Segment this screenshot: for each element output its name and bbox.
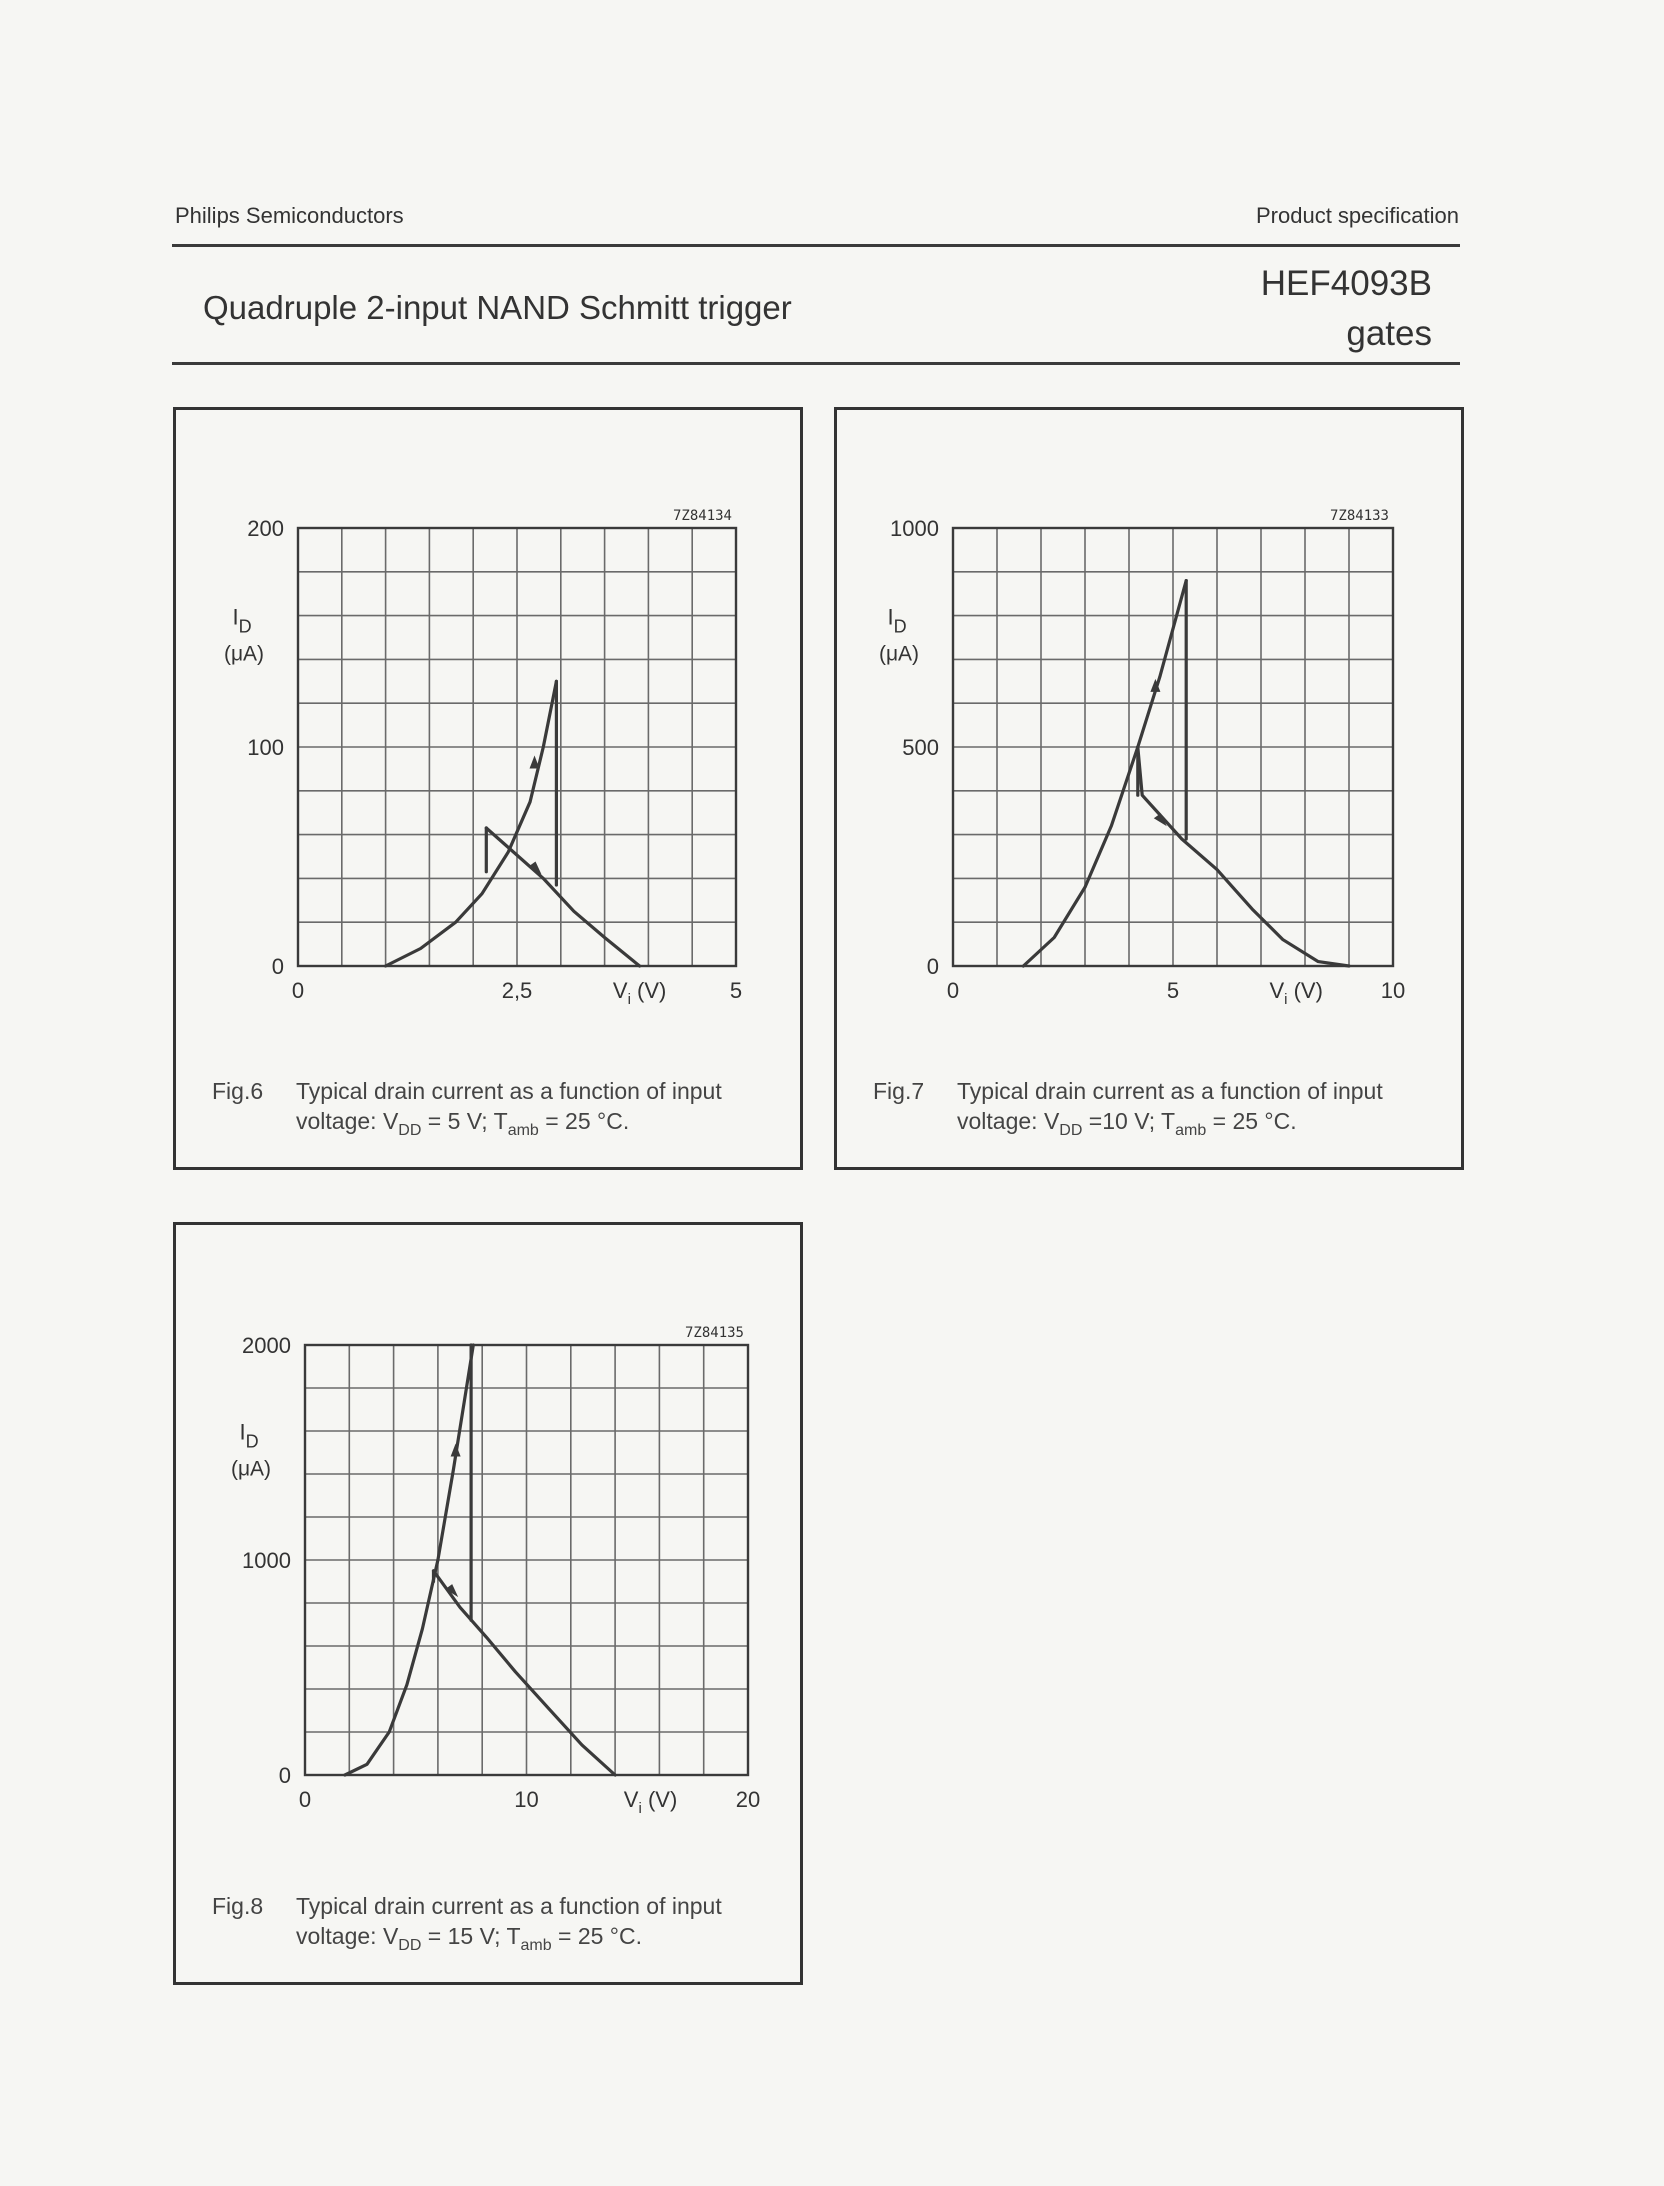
y-axis-label-sub: D [245, 1431, 259, 1452]
chart-code: 7Z84134 [672, 508, 732, 524]
y-axis-unit: (μA) [223, 642, 265, 666]
x-tick-label: 5 [729, 978, 743, 1003]
caption-pre: voltage: V [957, 1108, 1060, 1134]
y-axis-label-main: I [232, 604, 239, 630]
y-axis-label-sub: D [238, 616, 252, 637]
document-type: Product specification [1256, 203, 1459, 228]
caption-sub-dd: DD [1059, 1122, 1083, 1139]
y-tick-label: 1000 [890, 516, 939, 541]
chart-code: 7Z84135 [684, 1325, 744, 1341]
caption-fig-number: Fig.8 [212, 1893, 264, 1919]
caption-line1: Typical drain current as a function of input [296, 1078, 722, 1104]
series-rising [386, 681, 557, 966]
part-subtitle: gates [1346, 314, 1432, 353]
y-axis-unit: (μA) [230, 1457, 272, 1481]
caption-sub-amb: amb [520, 1937, 552, 1954]
x-axis-label-main: V [612, 978, 628, 1003]
x-axis-label [613, 978, 666, 1008]
series-falling [486, 828, 639, 966]
x-axis-label-unit: (V) [641, 1787, 678, 1812]
y-tick-label: 100 [247, 735, 284, 760]
caption-post: = 25 °C. [551, 1923, 643, 1949]
caption-pre: voltage: V [296, 1108, 399, 1134]
caption-line1: Typical drain current as a function of input [957, 1078, 1383, 1104]
caption-pre: voltage: V [296, 1923, 399, 1949]
grid [298, 528, 736, 966]
caption-fig-number: Fig.6 [212, 1078, 264, 1104]
chart-code: 7Z84133 [1329, 508, 1389, 524]
document-title: Quadruple 2-input NAND Schmitt trigger [203, 289, 792, 326]
x-tick-label: 10 [514, 1787, 539, 1812]
company-name: Philips Semiconductors [175, 203, 404, 228]
caption-post: = 25 °C. [538, 1108, 630, 1134]
y-axis-label-main: I [239, 1419, 246, 1445]
caption-sub-amb: amb [507, 1122, 539, 1139]
grid [953, 528, 1393, 966]
chart-fig8 [176, 1225, 800, 1982]
y-tick-label: 200 [247, 516, 284, 541]
y-tick-label: 0 [278, 1763, 291, 1788]
y-tick-label: 0 [271, 954, 284, 979]
x-tick-label: 2,5 [501, 978, 533, 1003]
caption-sub-dd: DD [398, 1937, 422, 1954]
direction-arrow-up [451, 1444, 461, 1457]
x-axis-label-main: V [1269, 978, 1285, 1003]
caption-mid: =10 V; T [1082, 1108, 1176, 1134]
x-axis-label [1269, 978, 1322, 1008]
x-tick-label: 0 [298, 1787, 312, 1812]
y-tick-label: 1000 [242, 1548, 291, 1573]
caption-mid: = 15 V; T [421, 1923, 521, 1949]
caption-post: = 25 °C. [1206, 1108, 1297, 1134]
series-falling [434, 1571, 616, 1775]
figure-panel-fig6 [173, 407, 803, 1170]
y-axis-label-main: I [887, 604, 894, 630]
header-rule-top [172, 244, 1460, 247]
figure-panel-fig7 [834, 407, 1464, 1170]
caption-sub-dd: DD [398, 1122, 422, 1139]
x-axis-label-sub: i [627, 991, 631, 1008]
direction-arrow-up [530, 756, 540, 769]
x-axis-label-sub: i [1284, 991, 1288, 1008]
chart-fig6 [176, 410, 800, 1167]
y-tick-label: 0 [926, 954, 939, 979]
x-tick-label: 20 [735, 1787, 761, 1812]
y-axis-label-sub: D [893, 616, 907, 637]
y-axis-label [239, 1420, 258, 1452]
x-axis-label-sub: i [638, 1800, 642, 1817]
x-tick-label: 0 [291, 978, 305, 1003]
part-number: HEF4093B [1260, 264, 1432, 303]
x-axis-label-main: V [623, 1787, 639, 1812]
x-tick-label: 10 [1380, 978, 1406, 1003]
chart-fig7 [837, 410, 1461, 1167]
y-axis-unit: (μA) [878, 642, 920, 666]
y-tick-label: 500 [902, 735, 939, 760]
y-axis-label [887, 604, 906, 636]
x-axis-label [624, 1787, 677, 1817]
series-rising [1023, 581, 1186, 966]
x-axis-label-unit: (V) [630, 978, 667, 1003]
header-rule-bottom [172, 362, 1460, 365]
y-tick-label: 2000 [242, 1333, 291, 1358]
caption-line1: Typical drain current as a function of input [296, 1893, 722, 1919]
caption-sub-amb: amb [1175, 1122, 1207, 1139]
x-axis-label-unit: (V) [1287, 978, 1323, 1003]
caption-mid: = 5 V; T [421, 1108, 508, 1134]
figure-panel-fig8 [173, 1222, 803, 1985]
y-axis-label [232, 604, 251, 636]
caption-fig-number: Fig.7 [873, 1078, 925, 1104]
x-tick-label: 5 [1166, 978, 1180, 1003]
grid [305, 1345, 748, 1775]
series-falling [1138, 747, 1349, 966]
x-tick-label: 0 [946, 978, 960, 1003]
